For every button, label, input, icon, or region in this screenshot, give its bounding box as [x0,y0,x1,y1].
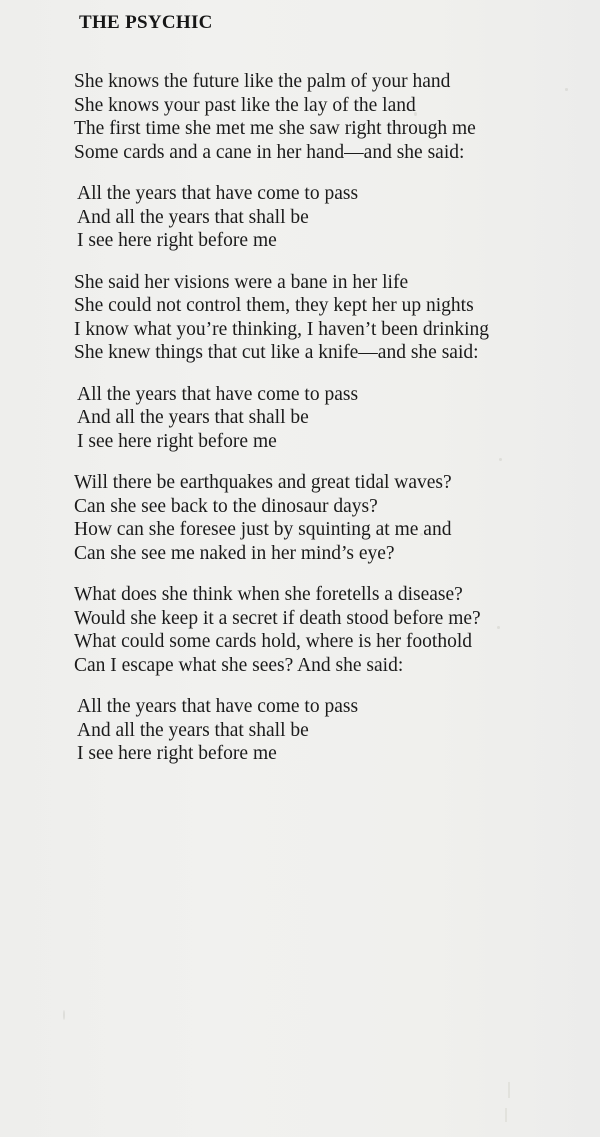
poem-line: And all the years that shall be [77,407,309,428]
poem-line: I see here right before me [77,743,277,764]
poem-line: She said her visions were a bane in her life [74,271,409,293]
paper-streak [508,1082,510,1098]
paper-speck [63,1010,65,1020]
poem-line: Some cards and a cane in her hand—and she said: [74,141,465,163]
paper-streak [505,1108,507,1122]
chorus-2 [74,383,574,454]
poem-line: What could some cards hold, where is her foothold [74,631,473,652]
poem-line: I see here right before me [77,230,277,251]
poem-line: I know what you’re thinking, I haven’t been drinking [74,318,490,340]
poem-line: She could not control them, they kept her up nights [74,295,474,316]
poem-line: How can she foresee just by squinting at me and [74,519,452,540]
stanza-4 [74,583,574,677]
poem-line: She knows the future like the palm of your hand [74,71,451,92]
poem-line: I see here right before me [77,430,277,452]
stanza-3 [74,471,574,565]
poem-line: And all the years that shall be [77,206,309,228]
poem-line: Can she see back to the dinosaur days? [74,495,378,517]
poem-line: She knows your past like the lay of the land [74,94,416,116]
poem-line: Can she see me naked in her mind’s eye? [74,542,395,564]
stanza-1 [74,70,574,164]
poem-line: All the years that have come to pass [77,183,359,204]
stanza-2 [74,271,574,365]
poem-line: Can I escape what she sees? And she said: [74,654,404,676]
poem-line: And all the years that shall be [77,719,309,741]
poem-line: Would she keep it a secret if death stood before me? [74,607,481,629]
chorus-1 [74,182,574,253]
chorus-3 [74,695,574,766]
poem-line: She knew things that cut like a knife—and she said: [74,342,479,363]
poem-line: Will there be earthquakes and great tidal waves? [74,472,452,493]
poem-line: The first time she met me she saw right through me [74,118,476,139]
poem-line: All the years that have come to pass [77,383,359,405]
poem-body [74,12,574,766]
poem-line: What does she think when she foretells a disease? [74,584,463,605]
poem-line: All the years that have come to pass [77,696,359,717]
page-title: THE PSYCHIC [79,12,213,33]
